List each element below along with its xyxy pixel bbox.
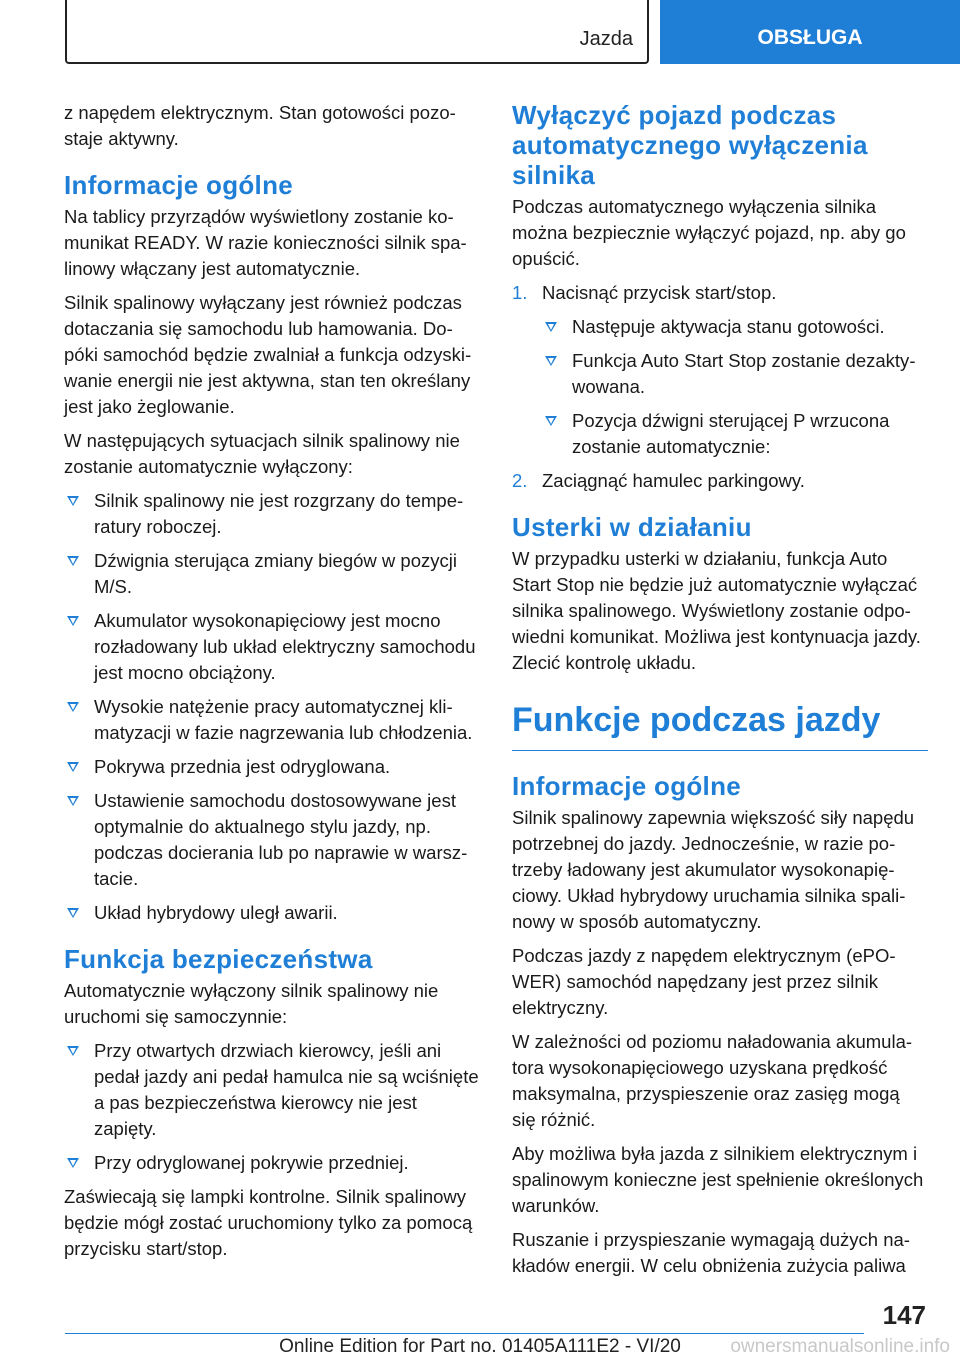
list-item: Układ hybrydowy uległ awarii. <box>64 900 480 926</box>
step-number: 2. <box>512 470 528 491</box>
list-item: Pokrywa przednia jest odryglowana. <box>64 754 480 780</box>
step-list <box>512 280 928 494</box>
heading-info-general: Informacje ogólne <box>512 771 742 801</box>
intro-paragraph: z napędem elektrycznym. Stan gotowości pozostaje aktywny. <box>64 102 456 149</box>
footer-edition-text: Online Edition for Part no. 01405A111E2 - VI/20 <box>279 1336 681 1357</box>
chapter-title: Funkcje podczas jazdy <box>512 700 928 751</box>
list-item: Silnik spalinowy nie jest rozgrzany do temperatury roboczej. <box>64 488 480 540</box>
step-number: 1. <box>512 282 528 303</box>
heading-info-general: Informacje ogólne <box>64 170 294 200</box>
list-item: Przy otwartych drzwiach kierowcy, jeśli ani pedał jazdy ani pedał hamulca nie są wciśnięte a pas bezpieczeństwa kierowcy nie jest zapięty. <box>64 1038 480 1142</box>
paragraph: Ruszanie i przyspieszanie wymagają dużych nakładów energii. W celu obniżenia zużycia paliwa <box>512 1229 910 1276</box>
list-item: Wysokie natężenie pracy automatycznej klimatyzacji w fazie nagrzewania lub chłodzenia. <box>64 694 480 746</box>
header-tab-obsluga[interactable]: OBSŁUGA <box>660 0 960 64</box>
list-item: Ustawienie samochodu dostosowywane jest optymalnie do aktualnego stylu jazdy, np. podczas docierania lub po naprawie w warsztacie. <box>64 788 480 892</box>
heading-switch-off-vehicle: Wyłączyć pojazd podczas automatycznego wyłączenia silnika <box>512 100 868 190</box>
triangle-bullet-icon <box>67 762 79 772</box>
watermark: ownersmanualsonline.info <box>730 1336 950 1357</box>
sub-bullet-list <box>542 314 928 460</box>
left-column <box>64 100 480 1270</box>
triangle-bullet-icon <box>67 908 79 918</box>
footer-divider <box>65 1333 864 1334</box>
paragraph: Na tablicy przyrządów wyświetlony zostanie komunikat READY. W razie konieczności silnik spalinowy włączany jest automatycznie. <box>64 206 467 279</box>
list-item: Pozycja dźwigni sterującej P wrzucona zostanie automatycznie: <box>542 408 928 460</box>
paragraph: Zaświecają się lampki kontrolne. Silnik spalinowy będzie mógł zostać uruchomiony tylko za pomocą przycisku start/stop. <box>64 1186 473 1259</box>
right-column <box>512 100 928 1287</box>
triangle-bullet-icon <box>67 702 79 712</box>
paragraph: W zależności od poziomu naładowania akumulatora wysokonapięciowego uzyskana prędkość maksymalna, przyspieszenie oraz zasięg mogą się różnić. <box>512 1031 913 1130</box>
triangle-bullet-icon <box>67 496 79 506</box>
list-item: Przy odryglowanej pokrywie przedniej. <box>64 1150 480 1176</box>
step-text: Nacisnąć przycisk start/stop. <box>542 282 777 303</box>
list-item: Funkcja Auto Start Stop zostanie dezaktywowana. <box>542 348 928 400</box>
heading-safety-function: Funkcja bezpieczeństwa <box>64 944 373 974</box>
triangle-bullet-icon <box>545 416 557 426</box>
paragraph: W następujących sytuacjach silnik spalinowy nie zostanie automatycznie wyłączony: <box>64 430 460 477</box>
list-item: Dźwignia sterująca zmiany biegów w pozycji M/S. <box>64 548 480 600</box>
paragraph: Silnik spalinowy zapewnia większość siły napędu potrzebnej do jazdy. Jednocześnie, w razie potrzeby ładowany jest akumulator wysokonapięciowy. Układ hybrydowy uruchamia silnika spalinowy w sposób automatyczny. <box>512 807 915 932</box>
step-item <box>512 280 928 460</box>
list-item: Akumulator wysokonapięciowy jest mocno rozładowany lub układ elektryczny samochodu jest mocno obciążony. <box>64 608 480 686</box>
triangle-bullet-icon <box>67 1158 79 1168</box>
triangle-bullet-icon <box>545 322 557 332</box>
triangle-bullet-icon <box>67 556 79 566</box>
paragraph: Podczas jazdy z napędem elektrycznym (ePOWER) samochód napędzany jest przez silnik elektryczny. <box>512 945 896 1018</box>
bullet-list <box>64 488 480 926</box>
paragraph: W przypadku usterki w działaniu, funkcja Auto Start Stop nie będzie już automatycznie wyłączać silnika spalinowego. Wyświetlony zostanie odpowiedni komunikat. Możliwa jest kontynuacja jazdy. Zlecić kontrolę układu. <box>512 548 921 673</box>
header-section-label: Jazda <box>579 28 633 50</box>
triangle-bullet-icon <box>67 616 79 626</box>
paragraph: Automatycznie wyłączony silnik spalinowy nie uruchomi się samoczynnie: <box>64 980 439 1027</box>
paragraph: Aby możliwa była jazda z silnikiem elektrycznym i spalinowym konieczne jest spełnienie określonych warunków. <box>512 1143 924 1216</box>
triangle-bullet-icon <box>67 1046 79 1056</box>
heading-faults: Usterki w działaniu <box>512 512 752 542</box>
page-number: 147 <box>882 1300 926 1330</box>
bullet-list <box>64 1038 480 1176</box>
step-item <box>512 468 928 494</box>
paragraph: Silnik spalinowy wyłączany jest również podczas dotaczania się samochodu lub hamowania. Dopóki samochód będzie zwalniał a funkcja odzyskiwanie energii nie jest aktywna, stan ten określany jest jako żeglowanie. <box>64 292 472 417</box>
header-box <box>65 0 649 64</box>
triangle-bullet-icon <box>67 796 79 806</box>
list-item: Następuje aktywacja stanu gotowości. <box>542 314 928 340</box>
triangle-bullet-icon <box>545 356 557 366</box>
step-text: Zaciągnąć hamulec parkingowy. <box>542 470 805 491</box>
paragraph: Podczas automatycznego wyłączenia silnika można bezpiecznie wyłączyć pojazd, np. aby go opuścić. <box>512 196 906 269</box>
